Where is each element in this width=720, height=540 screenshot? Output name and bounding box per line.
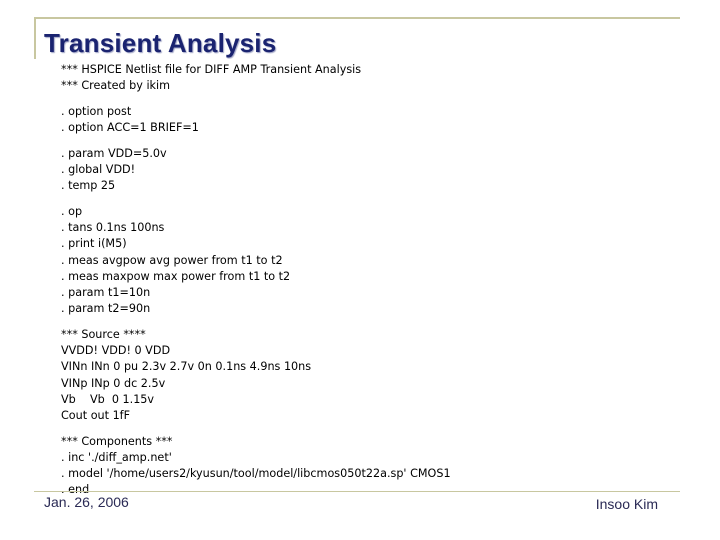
netlist-block-header — [61, 62, 451, 94]
netlist-line: . inc './diff_amp.net' — [61, 450, 172, 464]
netlist-line: . meas avgpow avg power from t1 to t2 — [61, 253, 283, 267]
netlist-block-components — [61, 434, 451, 499]
netlist-line: Cout out 1fF — [61, 408, 131, 422]
netlist-line: . tans 0.1ns 100ns — [61, 221, 165, 235]
netlist-line: . param VDD=5.0v — [61, 146, 167, 160]
netlist-body — [61, 62, 451, 508]
netlist-line: *** Components *** — [61, 434, 173, 448]
netlist-block-analysis — [61, 204, 451, 317]
netlist-line: *** HSPICE Netlist file for DIFF AMP Transient Analysis — [61, 63, 362, 76]
netlist-line: . end — [61, 483, 90, 497]
netlist-line: . print i(M5) — [61, 237, 127, 251]
netlist-line: *** Created by ikim — [61, 79, 171, 93]
netlist-line: VVDD! VDD! 0 VDD — [61, 344, 171, 358]
netlist-line: . model '/home/users2/kyusun/tool/model/libcmos050t22a.sp' CMOS1 — [61, 467, 451, 481]
netlist-line: . option post — [61, 104, 132, 118]
netlist-line: . param t1=10n — [61, 286, 151, 300]
slide-title: Transient Analysis — [44, 28, 277, 58]
netlist-block-params — [61, 146, 451, 195]
netlist-line: . meas maxpow max power from t1 to t2 — [61, 269, 291, 283]
netlist-line: . global VDD! — [61, 163, 136, 177]
netlist-line: VINn INn 0 pu 2.3v 2.7v 0n 0.1ns 4.9ns 10ns — [61, 360, 312, 374]
netlist-line: VINp INp 0 dc 2.5v — [61, 376, 166, 390]
netlist-line: *** Source **** — [61, 328, 146, 341]
title-frame-left-rule — [34, 17, 36, 59]
netlist-line: Vb Vb 0 1.15v — [61, 392, 155, 406]
footer-author: Insoo Kim — [595, 496, 658, 512]
title-frame-top-rule — [34, 17, 680, 19]
netlist-line: . temp 25 — [61, 179, 116, 193]
footer-rule — [34, 491, 680, 492]
footer-date: Jan. 26, 2006 — [44, 494, 129, 510]
netlist-line: . param t2=90n — [61, 302, 151, 316]
netlist-block-options — [61, 104, 451, 136]
netlist-block-sources — [61, 327, 451, 424]
netlist-line: . op — [61, 205, 83, 219]
netlist-line: . option ACC=1 BRIEF=1 — [61, 121, 199, 135]
